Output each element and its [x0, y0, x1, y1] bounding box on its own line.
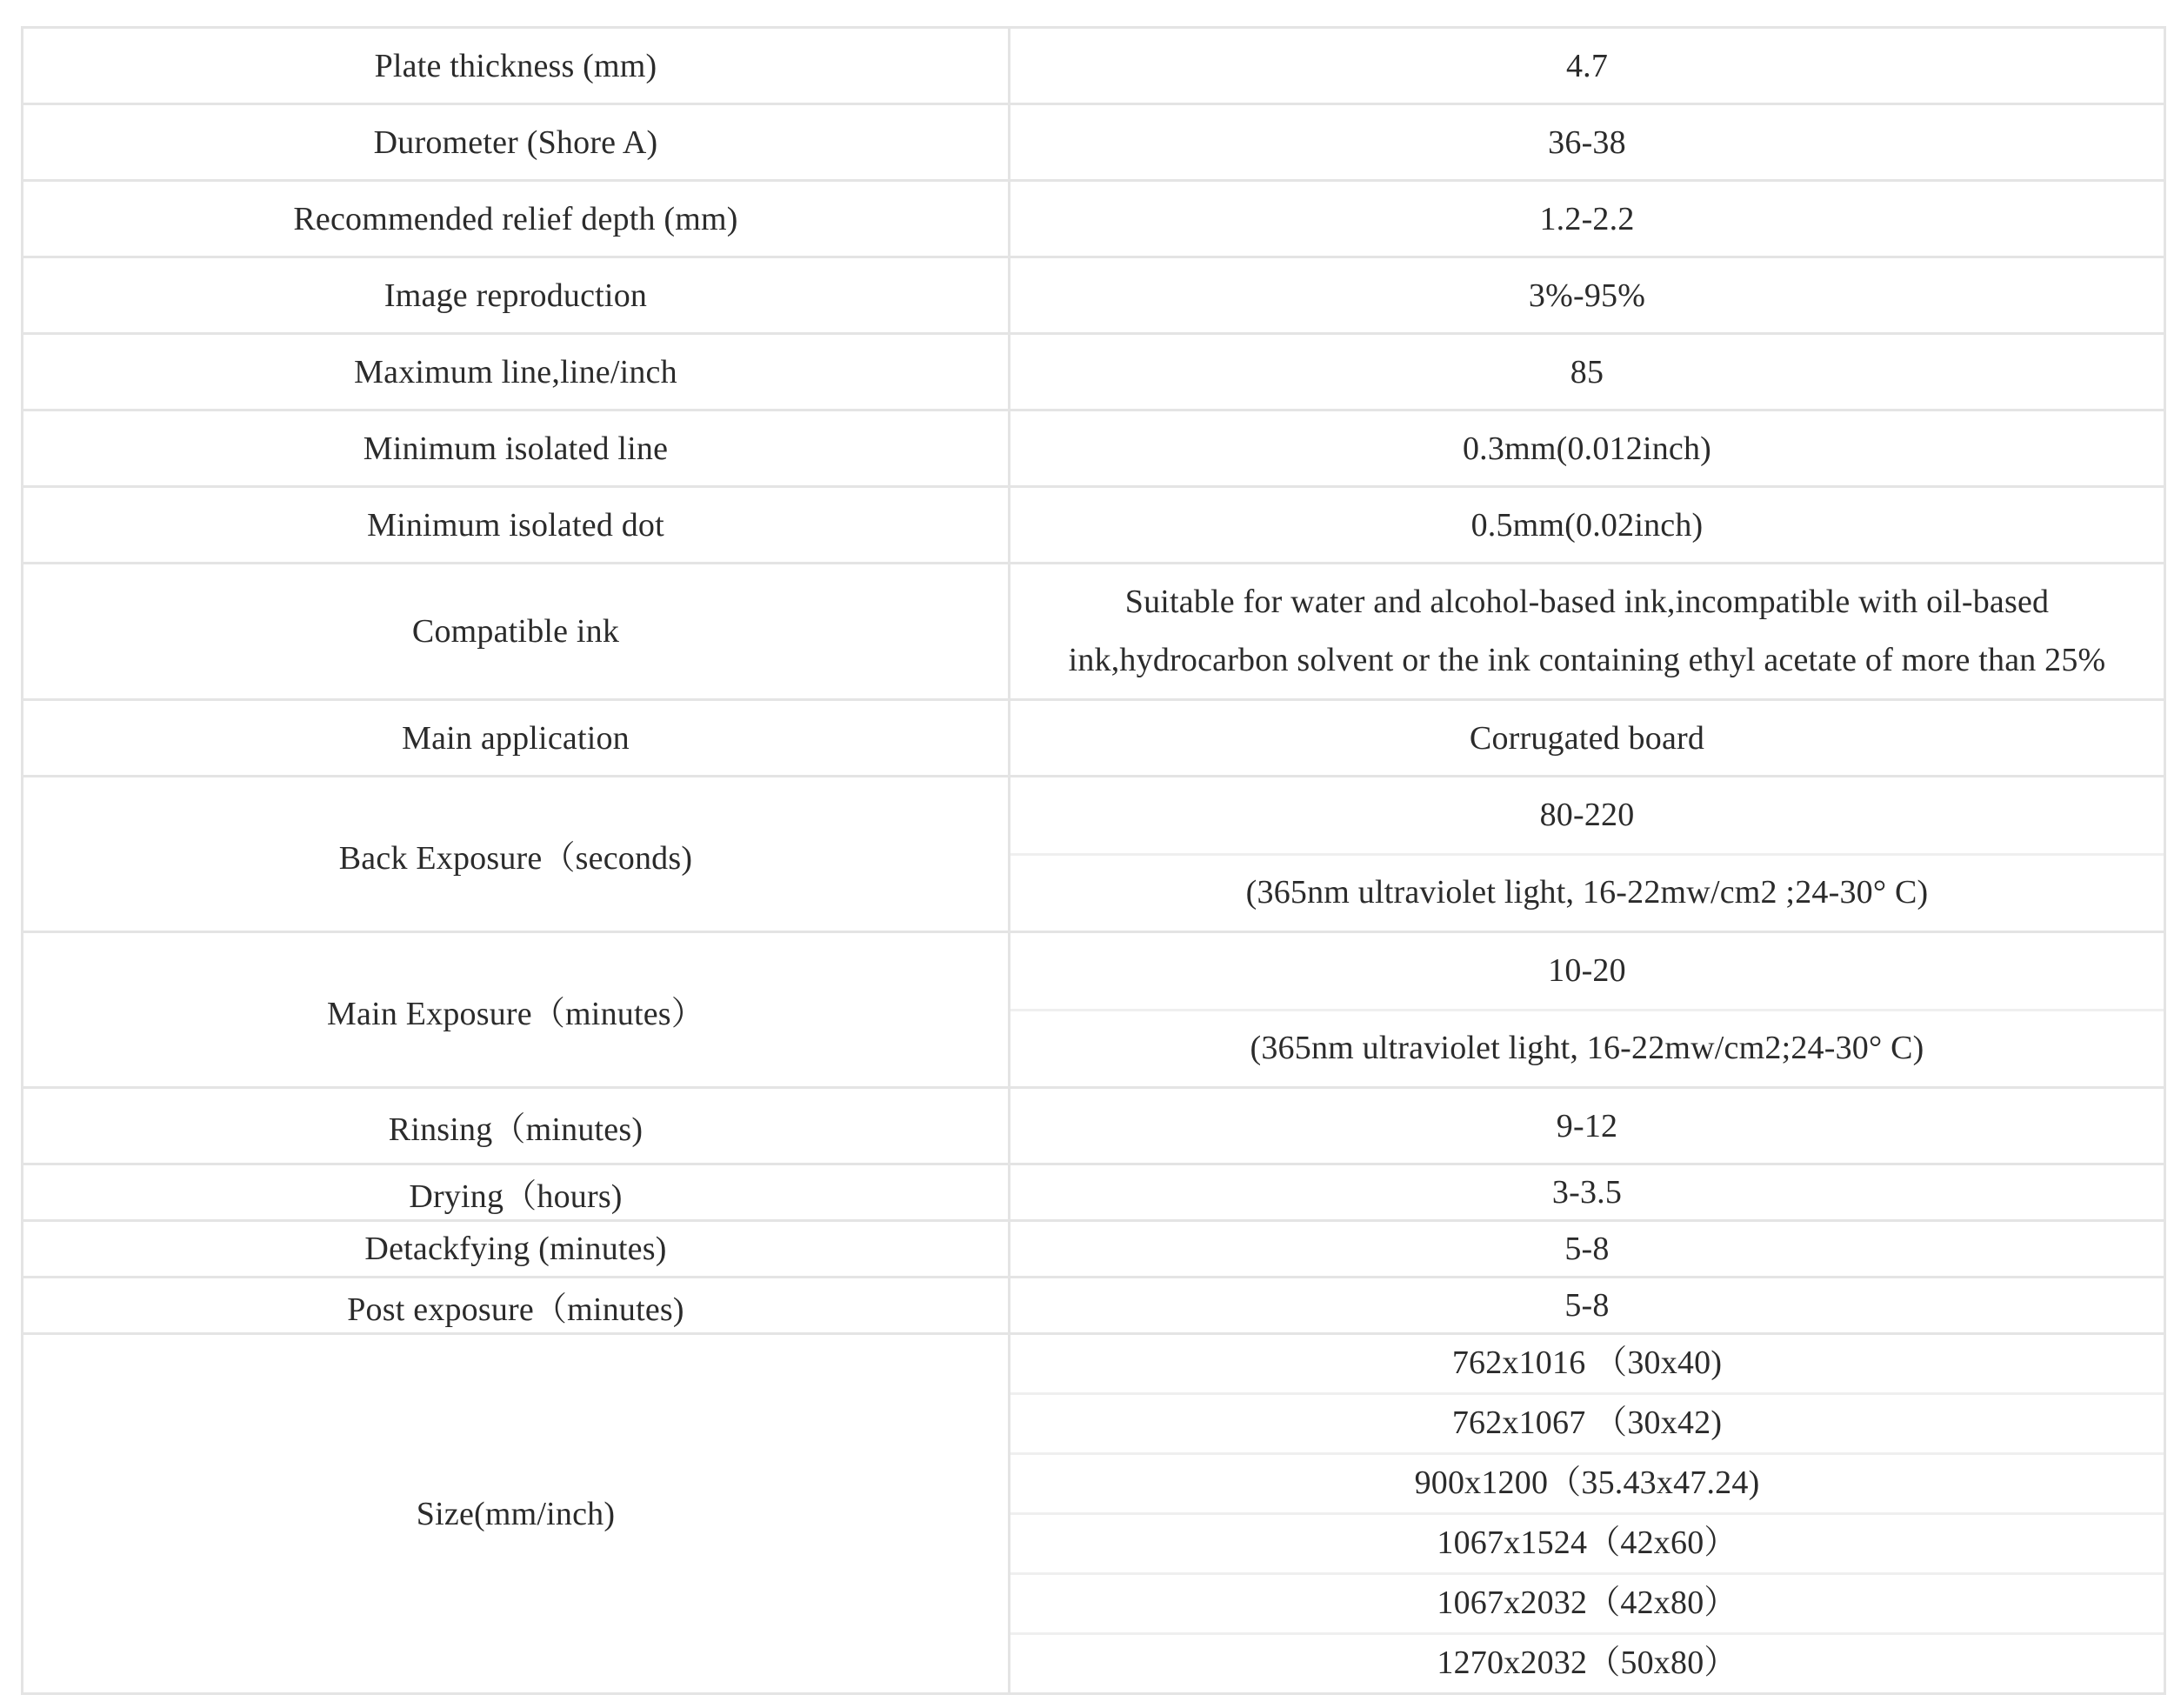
value-line: 1270x2032（50x80） [1010, 1632, 2164, 1692]
value-cell: 4.7 [1010, 28, 2165, 104]
value-line: (365nm ultraviolet light, 16-22mw/cm2 ;24-30° C) [1010, 853, 2164, 931]
table-row [23, 410, 2165, 487]
param-cell: Size(mm/inch) [23, 1334, 1010, 1694]
value-line: 762x1067 （30x42) [1010, 1392, 2164, 1452]
param-cell: Plate thickness (mm) [23, 28, 1010, 104]
value-cell: 36-38 [1010, 104, 2165, 181]
param-cell: Minimum isolated line [23, 410, 1010, 487]
value-line: 1067x2032（42x80） [1010, 1572, 2164, 1632]
param-cell: Recommended relief depth (mm) [23, 181, 1010, 257]
table-row [23, 487, 2165, 564]
value-cell: 0.3mm(0.012inch) [1010, 410, 2165, 487]
table-row [23, 1334, 2165, 1694]
param-cell: Back Exposure（seconds) [23, 777, 1010, 932]
value-line: 10-20 [1548, 951, 1626, 989]
value-cell: 0.5mm(0.02inch) [1010, 487, 2165, 564]
value-cell [1010, 564, 2165, 700]
value-cell: 85 [1010, 334, 2165, 410]
param-cell: Main Exposure（minutes） [23, 932, 1010, 1088]
table-row [23, 1164, 2165, 1221]
value-line: (365nm ultraviolet light, 16-22mw/cm2;24-30° C) [1010, 1009, 2164, 1086]
param-cell: Durometer (Shore A) [23, 104, 1010, 181]
table-row [23, 104, 2165, 181]
value-cell: 5-8 [1010, 1221, 2165, 1278]
table-row [23, 257, 2165, 334]
param-cell: Image reproduction [23, 257, 1010, 334]
table-row [23, 564, 2165, 700]
value-cell: 3-3.5 [1010, 1164, 2165, 1221]
value-cell [1010, 932, 2165, 1088]
table-row [23, 334, 2165, 410]
value-cell: 5-8 [1010, 1278, 2165, 1334]
value-line: 80-220 [1539, 796, 1635, 833]
spec-table [21, 26, 2166, 1695]
param-cell: Drying（hours) [23, 1164, 1010, 1221]
param-cell: Main application [23, 700, 1010, 777]
table-row [23, 1088, 2165, 1164]
value-line: 1067x1524（42x60） [1010, 1512, 2164, 1572]
param-cell: Minimum isolated dot [23, 487, 1010, 564]
value-cell: 1.2-2.2 [1010, 181, 2165, 257]
value-cell: 9-12 [1010, 1088, 2165, 1164]
table-row [23, 181, 2165, 257]
table-row [23, 700, 2165, 777]
table-row [23, 1221, 2165, 1278]
param-cell: Compatible ink [23, 564, 1010, 700]
value-cell [1010, 777, 2165, 932]
value-line: 900x1200（35.43x47.24) [1010, 1452, 2164, 1512]
value-text: Suitable for water and alcohol-based ink,incompatible with oil-based ink,hydrocarbon solvent or the ink containing ethyl acetate of more than 25% [1068, 584, 2106, 678]
value-cell: 3%-95% [1010, 257, 2165, 334]
param-cell: Rinsing（minutes) [23, 1088, 1010, 1164]
param-cell: Detackfying (minutes) [23, 1221, 1010, 1278]
table-row [23, 1278, 2165, 1334]
param-cell: Post exposure（minutes) [23, 1278, 1010, 1334]
value-line: 762x1016 （30x40) [1451, 1344, 1723, 1382]
value-cell [1010, 1334, 2165, 1694]
value-cell: Corrugated board [1010, 700, 2165, 777]
table-row [23, 28, 2165, 104]
table-row [23, 932, 2165, 1088]
table-row [23, 777, 2165, 932]
param-cell: Maximum line,line/inch [23, 334, 1010, 410]
